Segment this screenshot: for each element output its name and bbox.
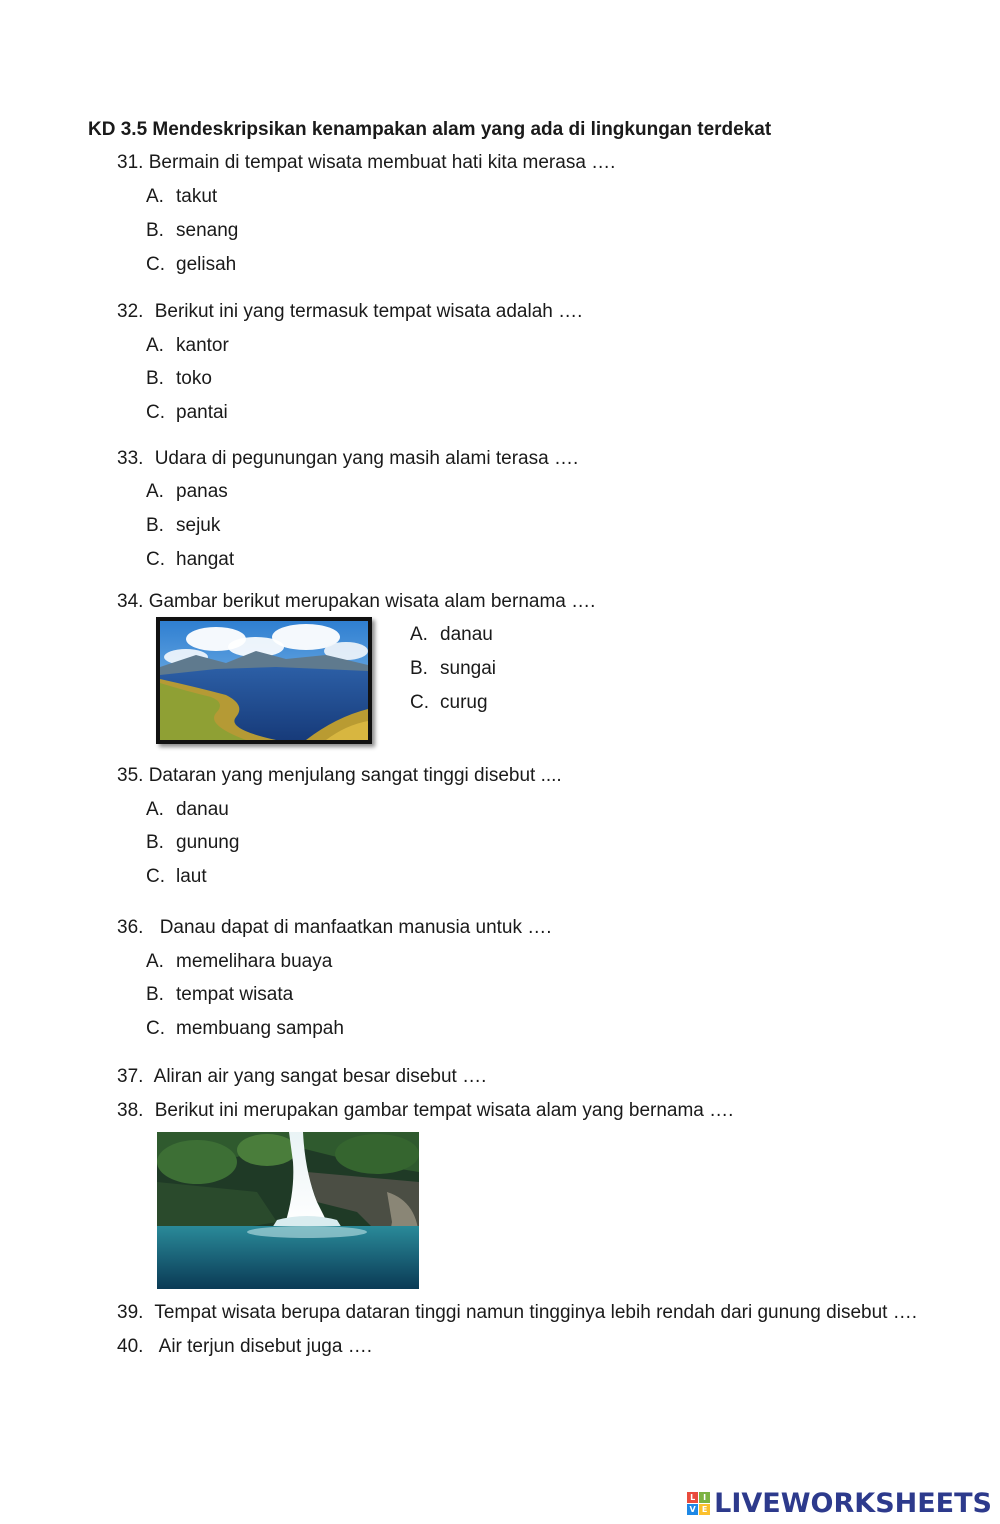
waterfall-picture-icon (157, 1132, 419, 1289)
option-text: hangat (176, 549, 235, 570)
option-36-b[interactable] (146, 984, 293, 1006)
option-text: memelihara buaya (176, 951, 333, 972)
question-text: Danau dapat di manfaatkan manusia untuk …. (159, 917, 552, 938)
question-number: 37. (117, 1066, 144, 1087)
liveworksheets-brand[interactable] (687, 1488, 992, 1519)
question-number: 40. (117, 1336, 144, 1357)
question-text: Tempat wisata berupa dataran tinggi namun tingginya lebih rendah dari gunung disebut …. (154, 1302, 917, 1323)
question-32 (117, 301, 582, 323)
option-letter: A. (146, 481, 164, 502)
option-text: takut (176, 186, 218, 207)
lake-landscape-image (156, 617, 372, 744)
question-39 (117, 1302, 917, 1324)
option-35-a[interactable] (146, 799, 229, 821)
question-38 (117, 1100, 733, 1122)
option-32-a[interactable] (146, 335, 229, 357)
option-text: laut (176, 866, 207, 887)
option-34-c[interactable] (410, 692, 488, 714)
option-letter: A. (146, 799, 164, 820)
option-letter: A. (146, 951, 164, 972)
option-text: panas (176, 481, 228, 502)
option-letter: C. (410, 692, 429, 713)
question-37 (117, 1066, 486, 1088)
question-number: 31. (117, 152, 144, 173)
question-text: Gambar berikut merupakan wisata alam bernama …. (148, 591, 596, 612)
question-text: Berikut ini merupakan gambar tempat wisata alam yang bernama …. (154, 1100, 734, 1121)
option-36-a[interactable] (146, 951, 332, 973)
question-number: 34. (117, 591, 144, 612)
option-letter: B. (146, 832, 164, 853)
option-32-b[interactable] (146, 368, 212, 390)
option-text: toko (176, 368, 212, 389)
waterfall-image (157, 1132, 419, 1289)
option-text: tempat wisata (176, 984, 294, 1005)
option-33-a[interactable] (146, 481, 228, 503)
question-40 (117, 1336, 372, 1358)
option-letter: B. (410, 658, 428, 679)
question-text: Bermain di tempat wisata membuat hati kita merasa …. (148, 152, 616, 173)
question-text: Dataran yang menjulang sangat tinggi disebut .... (148, 765, 562, 786)
question-text: Berikut ini yang termasuk tempat wisata adalah …. (154, 301, 583, 322)
question-31 (117, 152, 615, 174)
option-31-b[interactable] (146, 220, 238, 242)
option-text: pantai (176, 402, 228, 423)
lake-picture-icon (156, 617, 372, 744)
option-34-b[interactable] (410, 658, 496, 680)
option-letter: B. (146, 368, 164, 389)
option-letter: A. (146, 335, 164, 356)
question-text: Udara di pegunungan yang masih alami terasa …. (154, 448, 579, 469)
option-text: membuang sampah (176, 1018, 344, 1039)
liveworksheets-logo-icon (687, 1492, 710, 1515)
option-text: curug (440, 692, 488, 713)
option-text: danau (176, 799, 229, 820)
section-heading: KD 3.5 Mendeskripsikan kenampakan alam yang ada di lingkungan terdekat (88, 119, 772, 140)
option-36-c[interactable] (146, 1018, 344, 1040)
option-33-b[interactable] (146, 515, 220, 537)
option-letter: C. (146, 549, 165, 570)
option-text: sejuk (176, 515, 221, 536)
option-letter: C. (146, 866, 165, 887)
option-letter: B. (146, 984, 164, 1005)
question-35 (117, 765, 562, 787)
option-letter: C. (146, 1018, 165, 1039)
question-36 (117, 917, 552, 939)
option-33-c[interactable] (146, 549, 234, 571)
option-32-c[interactable] (146, 402, 228, 424)
logo-letter: L (687, 1492, 698, 1503)
logo-letter: E (699, 1504, 710, 1515)
logo-letter: V (687, 1504, 698, 1515)
brand-name: LIVEWORKSHEETS (714, 1488, 992, 1519)
option-31-c[interactable] (146, 254, 236, 276)
option-text: gelisah (176, 254, 237, 275)
option-34-a[interactable] (410, 624, 493, 646)
option-31-a[interactable] (146, 186, 217, 208)
option-35-b[interactable] (146, 832, 239, 854)
option-text: danau (440, 624, 493, 645)
question-text: Air terjun disebut juga …. (158, 1336, 372, 1357)
question-text: Aliran air yang sangat besar disebut …. (153, 1066, 487, 1087)
question-number: 35. (117, 765, 144, 786)
question-number: 32. (117, 301, 144, 322)
option-text: gunung (176, 832, 240, 853)
option-letter: C. (146, 254, 165, 275)
option-text: kantor (176, 335, 229, 356)
option-letter: B. (146, 220, 164, 241)
question-33 (117, 448, 578, 470)
option-text: sungai (440, 658, 496, 679)
option-letter: A. (410, 624, 428, 645)
question-number: 38. (117, 1100, 144, 1121)
option-35-c[interactable] (146, 866, 207, 888)
option-letter: B. (146, 515, 164, 536)
question-number: 36. (117, 917, 144, 938)
question-number: 33. (117, 448, 144, 469)
logo-letter: I (699, 1492, 710, 1503)
option-letter: A. (146, 186, 164, 207)
question-34 (117, 591, 595, 613)
question-number: 39. (117, 1302, 144, 1323)
option-letter: C. (146, 402, 165, 423)
option-text: senang (176, 220, 239, 241)
